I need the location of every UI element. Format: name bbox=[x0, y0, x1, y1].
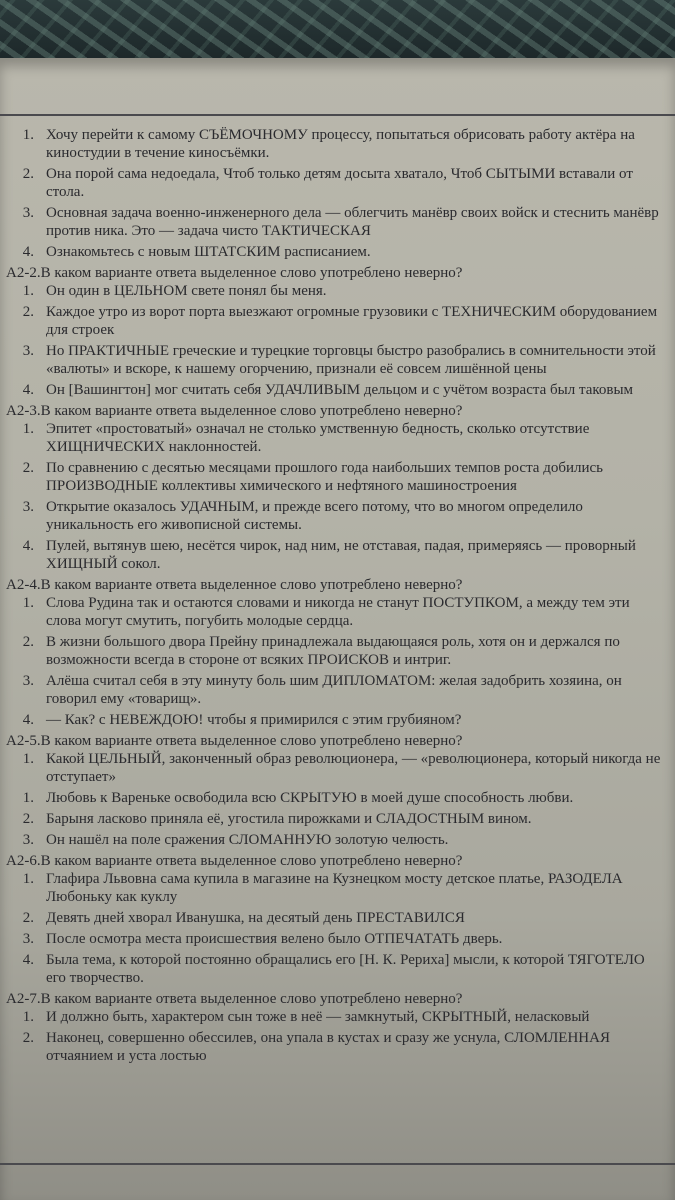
answer-text: Алёша считал себя в эту минуту боль шим ДИПЛОМАТОМ: желая задобрить хозяина, он говорил ему «товарищ». bbox=[46, 673, 622, 707]
answer-text: И должно быть, характером сын тоже в неё — замкнутый, СКРЫТНЫЙ, неласковый bbox=[46, 1009, 590, 1025]
answer-number: 4. bbox=[22, 712, 34, 728]
answer-list bbox=[6, 870, 668, 987]
answer-number: 1. bbox=[22, 871, 34, 887]
answer-item bbox=[6, 204, 668, 240]
answer-text: — Как? с НЕВЕЖДОЮ! чтобы я примирился с этим грубияном? bbox=[46, 712, 462, 728]
answer-item bbox=[6, 420, 668, 456]
answer-list bbox=[6, 126, 668, 261]
answer-number: 2. bbox=[22, 811, 34, 827]
question-list bbox=[6, 126, 668, 1068]
answer-item bbox=[6, 594, 668, 630]
answer-text: Каждое утро из ворот порта выезжают огромные грузовики с ТЕХНИЧЕСКИМ оборудованием для строек bbox=[46, 304, 658, 338]
answer-number: 1. bbox=[22, 595, 34, 611]
question-heading: А2-4.В каком варианте ответа выделенное слово употреблено неверно? bbox=[6, 577, 463, 593]
answer-number: 2. bbox=[22, 166, 34, 182]
answer-number: 3. bbox=[22, 343, 34, 359]
answer-text: Барыня ласково приняла её, угостила пирожками и СЛАДОСТНЫМ вином. bbox=[46, 811, 532, 827]
answer-text: Пулей, вытянув шею, несётся чирок, над ним, не отставая, падая, примеряясь — проворный ХИЩНЫЙ сокол. bbox=[46, 538, 636, 572]
top-rule bbox=[0, 114, 675, 116]
answer-number: 2. bbox=[22, 910, 34, 926]
answer-item bbox=[6, 672, 668, 708]
paper-sheet bbox=[0, 58, 675, 1200]
answer-list bbox=[6, 420, 668, 573]
answer-number: 4. bbox=[22, 538, 34, 554]
answer-number: 1. bbox=[22, 1009, 34, 1025]
answer-text: Любовь к Вареньке освободила всю СКРЫТУЮ в моей душе способность любви. bbox=[46, 790, 574, 806]
answer-text: Девять дней хворал Иванушка, на десятый день ПРЕСТАВИЛСЯ bbox=[46, 910, 465, 926]
answer-item bbox=[6, 930, 668, 948]
answer-number: 3. bbox=[22, 499, 34, 515]
bottom-rule bbox=[0, 1163, 675, 1165]
answer-number: 2. bbox=[22, 1030, 34, 1046]
answer-number: 2. bbox=[22, 304, 34, 320]
answer-text: Какой ЦЕЛЬНЫЙ, законченный образ революционера, — «революционера, который никогда не отступает» bbox=[46, 751, 661, 785]
answer-number: 4. bbox=[22, 244, 34, 260]
answer-number: 4. bbox=[22, 952, 34, 968]
answer-text: Открытие оказалось УДАЧНЫМ, и прежде всего потому, что во многом определило уникальность его живописной системы. bbox=[46, 499, 583, 533]
answer-number: 4. bbox=[22, 382, 34, 398]
answer-number: 2. bbox=[22, 634, 34, 650]
answer-item bbox=[6, 165, 668, 201]
answer-text: Он один в ЦЕЛЬНОМ свете понял бы меня. bbox=[46, 283, 327, 299]
answer-item bbox=[6, 909, 668, 927]
answer-number: 3. bbox=[22, 205, 34, 221]
answer-text: В жизни большого двора Прейну принадлежала выдающаяся роль, хотя он и держался по возможности всегда в стороне от всяких ПРОИСКОВ и интриг. bbox=[46, 634, 620, 668]
answer-number: 3. bbox=[22, 832, 34, 848]
answer-list bbox=[6, 594, 668, 729]
answer-text: Он [Вашингтон] мог считать себя УДАЧЛИВЫМ дельцом и с учётом возраста был таковым bbox=[46, 382, 634, 398]
answer-number: 2. bbox=[22, 460, 34, 476]
answer-item bbox=[6, 711, 668, 729]
answer-number: 3. bbox=[22, 931, 34, 947]
answer-number: 1. bbox=[22, 790, 34, 806]
answer-item bbox=[6, 633, 668, 669]
answer-list bbox=[6, 750, 668, 849]
answer-item bbox=[6, 537, 668, 573]
answer-item bbox=[6, 870, 668, 906]
answer-text: По сравнению с десятью месяцами прошлого года наибольших темпов роста добились ПРОИЗВОДНЫЕ коллективы химического и нефтяного машиностроения bbox=[46, 460, 604, 494]
answer-item bbox=[6, 498, 668, 534]
answer-number: 3. bbox=[22, 673, 34, 689]
question-heading: А2-6.В каком варианте ответа выделенное слово употреблено неверно? bbox=[6, 853, 463, 869]
answer-item bbox=[6, 243, 668, 261]
answer-number: 1. bbox=[22, 751, 34, 767]
answer-item bbox=[6, 303, 668, 339]
answer-text: Эпитет «простоватый» означал не столько умственную бедность, сколько отсутствие ХИЩНИЧЕСКИХ наклонностей. bbox=[46, 421, 590, 455]
answer-item bbox=[6, 126, 668, 162]
answer-text: Она порой сама недоедала, Чтоб только детям досыта хватало, Чтоб СЫТЫМИ вставали от стола. bbox=[46, 166, 633, 200]
answer-text: Основная задача военно-инженерного дела — облегчить манёвр своих войск и стеснить манёвр против ника. Это — задача чисто ТАКТИЧЕСКАЯ bbox=[46, 205, 659, 239]
answer-item bbox=[6, 1029, 668, 1065]
answer-text: Он нашёл на поле сражения СЛОМАННУЮ золотую челюсть. bbox=[46, 832, 449, 848]
answer-item bbox=[6, 951, 668, 987]
answer-item bbox=[6, 831, 668, 849]
answer-text: Слова Рудина так и остаются словами и никогда не станут ПОСТУПКОМ, а между тем эти слова могут смутить, погубить молодые сердца. bbox=[46, 595, 630, 629]
answer-item bbox=[6, 810, 668, 828]
answer-number: 1. bbox=[22, 283, 34, 299]
answer-item bbox=[6, 282, 668, 300]
answer-text: Но ПРАКТИЧНЫЕ греческие и турецкие торговцы быстро разобрались в сомнительности этой «валюты» и вскоре, к нашему огорчению, признали её совсем лишённой цены bbox=[46, 343, 656, 377]
answer-list bbox=[6, 282, 668, 399]
answer-item bbox=[6, 1008, 668, 1026]
answer-item bbox=[6, 789, 668, 807]
answer-item bbox=[6, 381, 668, 399]
answer-text: Наконец, совершенно обессилев, она упала в кустах и сразу же уснула, СЛОМЛЕННАЯ отчаянием и уста лостью bbox=[46, 1030, 610, 1064]
answer-list bbox=[6, 1008, 668, 1065]
answer-text: Ознакомьтесь с новым ШТАТСКИМ расписанием. bbox=[46, 244, 371, 260]
question-heading: А2-7.В каком варианте ответа выделенное слово употреблено неверно? bbox=[6, 991, 463, 1007]
question-heading: А2-2.В каком варианте ответа выделенное слово употреблено неверно? bbox=[6, 265, 463, 281]
answer-item bbox=[6, 750, 668, 786]
answer-text: Хочу перейти к самому СЪЁМОЧНОМУ процессу, попытаться обрисовать работу актёра на киностудии в течение киносъёмки. bbox=[46, 127, 635, 161]
answer-number: 1. bbox=[22, 421, 34, 437]
answer-text: Глафира Львовна сама купила в магазине на Кузнецком мосту детское платье, РАЗОДЕЛА Любоньку как куклу bbox=[46, 871, 623, 905]
answer-text: После осмотра места происшествия велено было ОТПЕЧАТАТЬ дверь. bbox=[46, 931, 503, 947]
answer-number: 1. bbox=[22, 127, 34, 143]
question-heading: А2-3.В каком варианте ответа выделенное слово употреблено неверно? bbox=[6, 403, 463, 419]
answer-item bbox=[6, 459, 668, 495]
answer-item bbox=[6, 342, 668, 378]
question-heading: А2-5.В каком варианте ответа выделенное слово употреблено неверно? bbox=[6, 733, 463, 749]
answer-text: Была тема, к которой постоянно обращались его [Н. К. Рериха] мысли, к которой ТЯГОТЕЛО его творчество. bbox=[46, 952, 645, 986]
